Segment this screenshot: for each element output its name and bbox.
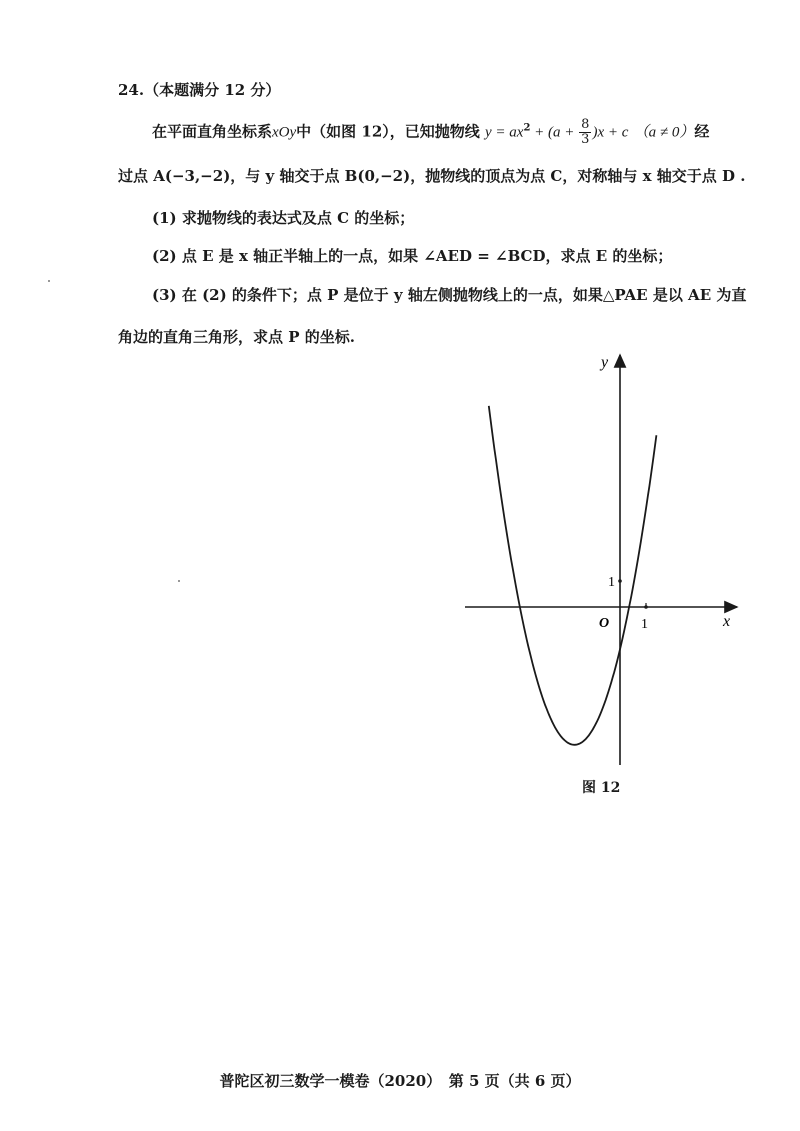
tick-x-1-dot — [644, 605, 648, 609]
tick-x-1-label: 1 — [641, 617, 648, 632]
scan-speck — [48, 280, 50, 282]
part-2: (2) 点 E 是 x 轴正半轴上的一点，如果 ∠AED = ∠BCD，求点 E 的坐标； — [152, 247, 673, 265]
stem-condition: （a ≠ 0） — [633, 124, 695, 141]
stem-text-b: 中（如图 12），已知抛物线 — [296, 122, 480, 141]
tick-y-1-dot — [618, 579, 622, 583]
stem-xoy: xOy — [272, 124, 297, 141]
stem-formula-c: )x + c — [592, 124, 629, 141]
scan-speck — [178, 580, 180, 582]
parabola-curve — [489, 406, 657, 745]
stem-jing: 经 — [694, 122, 710, 141]
part-1: (1) 求抛物线的表达式及点 C 的坐标； — [152, 209, 415, 227]
figure-caption: 图 12 — [582, 780, 621, 796]
figure-12-graph — [455, 345, 755, 770]
stem-fraction — [579, 118, 591, 147]
y-axis-label: y — [601, 354, 609, 371]
stem-formula-b: + (a + — [530, 124, 579, 141]
part-3-line-1: (3) 在 (2) 的条件下；点 P 是位于 y 轴左侧抛物线上的一点，如果△PAE 是以 AE 为直 — [152, 286, 747, 304]
x-axis-label: x — [723, 613, 731, 630]
tick-y-1-label: 1 — [608, 575, 615, 590]
question-stem-line-1 — [152, 118, 709, 147]
fraction-numerator: 8 — [581, 117, 590, 132]
stem-exponent: 2 — [523, 122, 531, 134]
page-footer: 普陀区初三数学一模卷（2020） 第 5 页（共 6 页） — [219, 1072, 581, 1090]
fraction-denominator: 3 — [581, 132, 590, 147]
part-3-line-2: 角边的直角三角形，求点 P 的坐标. — [118, 328, 355, 346]
question-header: 24.（本题满分 12 分） — [118, 81, 281, 99]
stem-text-a: 在平面直角坐标系 — [152, 122, 273, 141]
stem-formula-a: y = ax — [485, 124, 524, 141]
origin-label: O — [599, 616, 610, 631]
question-stem-line-2: 过点 A(−3,−2)，与 y 轴交于点 B(0,−2)，抛物线的顶点为点 C，对称轴与 x 轴交于点 D . — [118, 167, 746, 185]
